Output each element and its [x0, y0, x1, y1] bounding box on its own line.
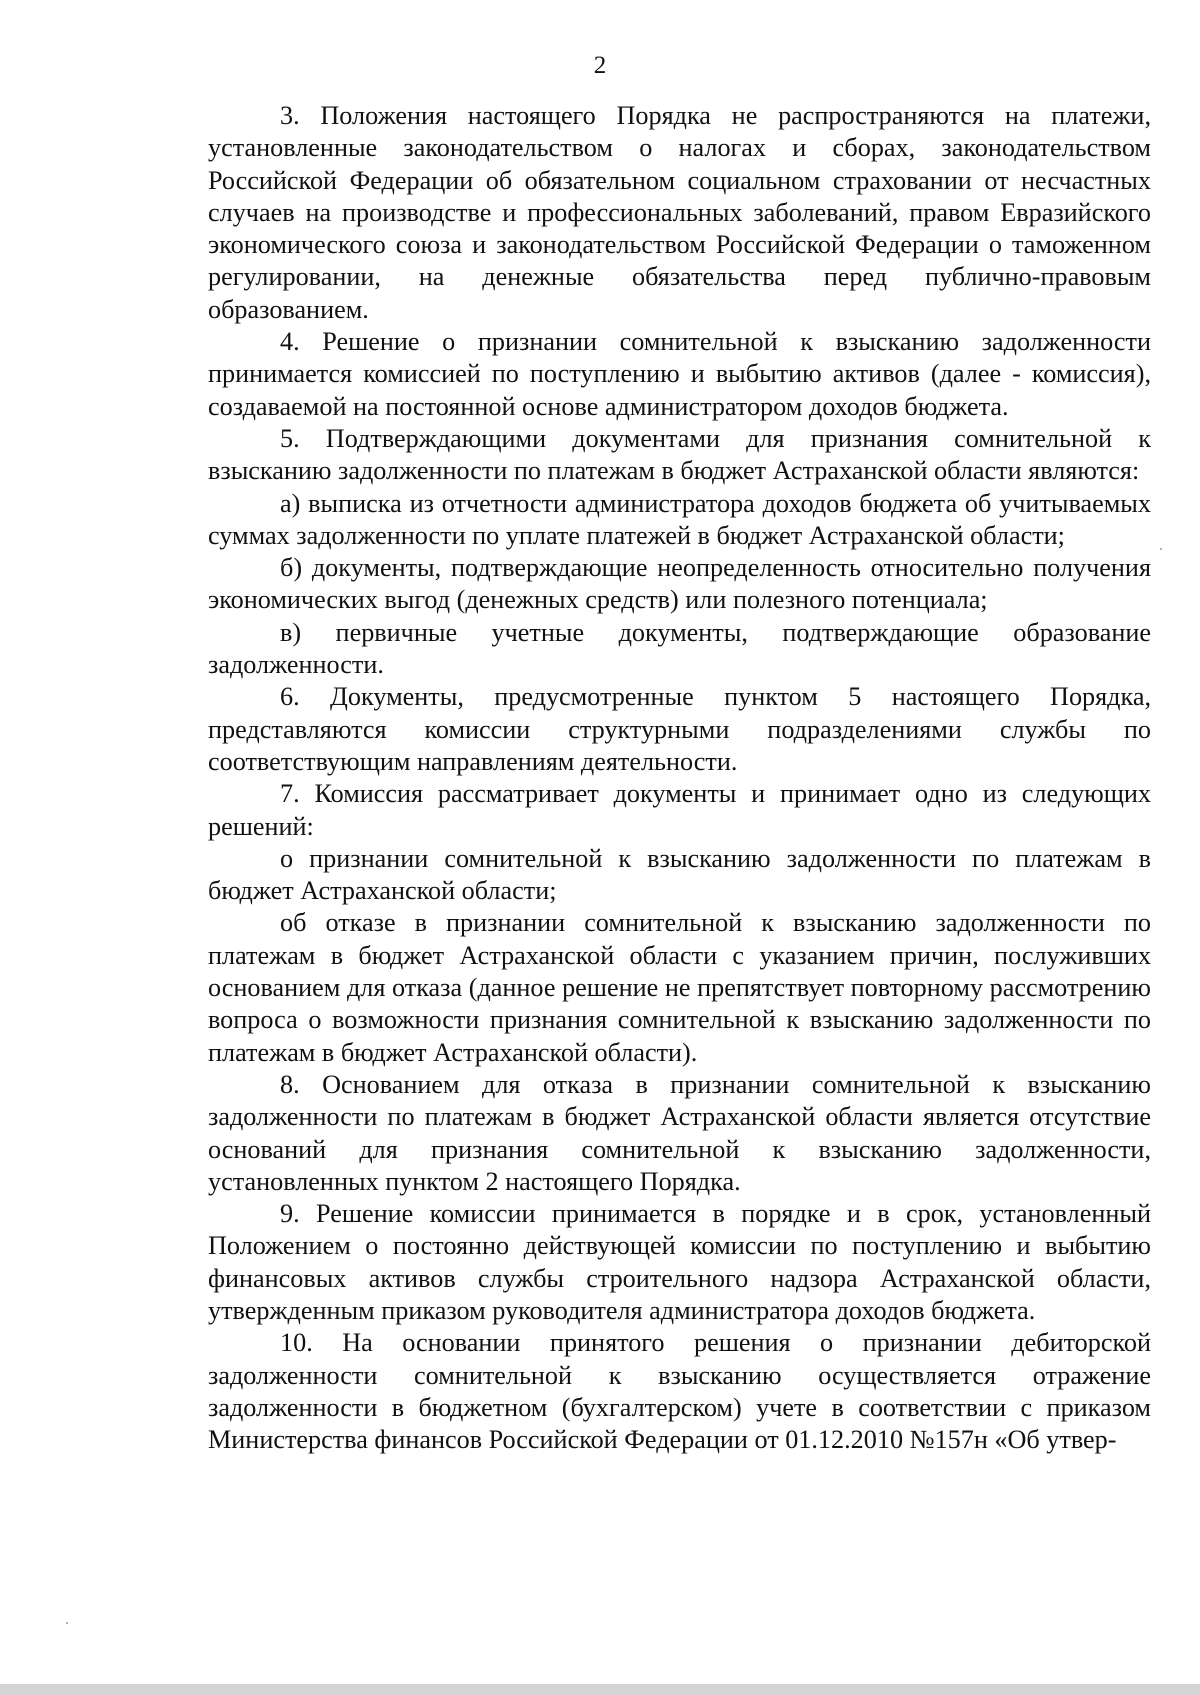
paragraph-9: 9. Решение комиссии принимается в порядке и в срок, установленный Положением о постоянно действующей комиссии по поступлению и выбытию финансовых активов службы строительного надзора Астраханской области, утвержденным приказом руководителя администратора доходов бюджета.	[208, 1199, 1151, 1325]
paragraph-10: 10. На основании принятого решения о признании дебиторской задолженности сомнительной к взысканию осуществляется отражение задолженности в бюджетном (бухгалтерском) учете в соответствии с приказом Министерства финансов Российской Федерации от 01.12.2010 №157н «Об утвер-	[208, 1328, 1151, 1455]
scan-speck	[66, 1622, 68, 1624]
document-body	[208, 100, 1151, 1456]
paragraph-4: 4. Решение о признании сомнительной к взысканию задолженности принимается комиссией по поступлению и выбытию активов (далее - комиссия), создаваемой на постоянной основе администратором доходов бюджета.	[208, 327, 1151, 421]
paragraph-7-option-2: об отказе в признании сомнительной к взысканию задолженности по платежам в бюджет Астраханской области с указанием причин, послуживших основанием для отказа (данное решение не препятствует повторному рассмотрению вопроса о возможности признания сомнительной к взысканию задолженности по платежам в бюджет Астраханской области).	[208, 908, 1151, 1067]
paragraph-8: 8. Основанием для отказа в признании сомнительной к взысканию задолженности по платежам в бюджет Астраханской области является отсутствие оснований для признания сомнительной к взысканию задолженности, установленных пунктом 2 настоящего Порядка.	[208, 1069, 1151, 1196]
scan-speck	[1160, 548, 1162, 550]
paragraph-7-option-1: о признании сомнительной к взысканию задолженности по платежам в бюджет Астраханской области;	[208, 843, 1151, 906]
paragraph-5c: в) первичные учетные документы, подтверждающие образование задолженности.	[208, 617, 1151, 680]
paragraph-7: 7. Комиссия рассматривает документы и принимает одно из следующих решений:	[208, 779, 1151, 841]
paragraph-3: 3. Положения настоящего Порядка не распространяются на платежи, установленные законодательством о налогах и сборах, законодательством Российской Федерации об обязательном социальном страховании от несчастных случаев на производстве и профессиональных заболеваний, правом Евразийского экономического союза и законодательством Российской Федерации о таможенном регулировании, на денежные обязательства перед публично-правовым образованием.	[208, 101, 1151, 324]
paragraph-5b: б) документы, подтверждающие неопределенность относительно получения экономических выгод (денежных средств) или полезного потенциала;	[208, 553, 1151, 615]
scan-edge	[0, 1684, 1200, 1695]
paragraph-5: 5. Подтверждающими документами для признания сомнительной к взысканию задолженности по платежам в бюджет Астраханской области являются:	[208, 423, 1151, 486]
paragraph-5a: а) выписка из отчетности администратора доходов бюджета об учитываемых суммах задолженности по уплате платежей в бюджет Астраханской области;	[208, 488, 1151, 550]
paragraph-6: 6. Документы, предусмотренные пунктом 5 настоящего Порядка, представляются комиссии структурными подразделениями службы по соответствующим направлениям деятельности.	[208, 682, 1151, 776]
page-number: 2	[593, 52, 607, 79]
